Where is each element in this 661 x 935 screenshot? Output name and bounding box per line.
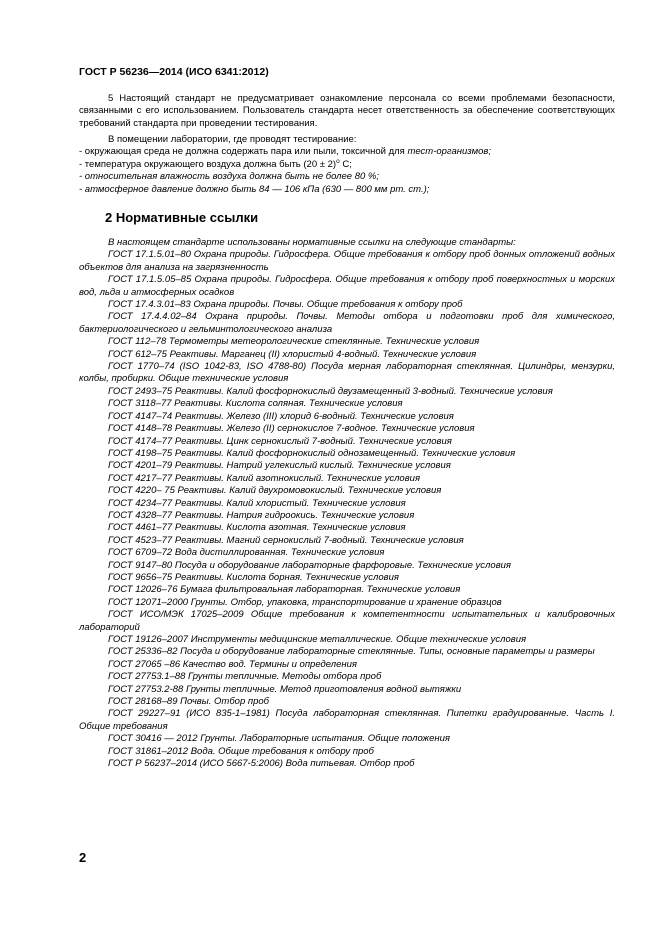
reference-item: ГОСТ 4217–77 Реактивы. Калий азотнокислый. Технические условия [108, 472, 421, 484]
lab-item-pressure: - атмосферное давление должно быть 84 — 106 кПа (630 — 800 мм рт. ст.); [79, 183, 430, 195]
reference-item: ГОСТ 12026–76 Бумага фильтровальная лабораторная. Технические условия [108, 584, 461, 596]
reference-item: ГОСТ 4523–77 Реактивы. Магний сернокислый 7-водный. Технические условия [108, 534, 464, 546]
lab-conditions [79, 134, 615, 196]
reference-item: ГОСТ 3118–77 Реактивы. Кислота соляная. Технические условия [108, 398, 403, 410]
document-header: ГОСТ Р 56236—2014 (ИСО 6341:2012) [79, 66, 269, 78]
lab-item-environment-italic: тест-организмов; [407, 146, 491, 158]
reference-item: ГОСТ 112–78 Термометры метеорологические стеклянные. Технические условия [108, 336, 480, 348]
lab-item-temperature-text: - температура окружающего воздуха должна быть (20 ± 2) [79, 158, 337, 170]
reference-item: ГОСТ 6709–72 Вода дистиллированная. Технические условия [108, 547, 385, 559]
lab-item-humidity: - относительная влажность воздуха должна быть не более 80 %; [79, 171, 380, 183]
reference-item: ГОСТ 4220– 75 Реактивы. Калий двухромовокислый. Технические условия [108, 485, 442, 497]
normative-references [79, 237, 615, 770]
reference-item: ГОСТ 17.4.4.02–84 Охрана природы. Почвы. Методы отбора и подготовки проб для химического, бактериологического и гельминтологического анализа [79, 311, 615, 335]
intro-paragraph: 5 Настоящий стандарт не предусматривает ознакомление персонала со всеми проблемами безопасности, связанными с его использованием. Пользователь стандарта несет ответственность за обеспечение соответствующих требований стандарта при проведении тестирования. [79, 93, 615, 129]
reference-item: ГОСТ 12071–2000 Грунты. Отбор, упаковка, транспортирование и хранение образцов [108, 596, 502, 608]
reference-item: ГОСТ 19126–2007 Инструменты медицинские металлические. Общие технические условия [108, 634, 527, 645]
reference-item: ГОСТ 25336–82 Посуда и оборудование лабораторные стеклянные. Типы, основные параметры и размеры [108, 646, 595, 658]
lab-item-environment [79, 146, 615, 158]
reference-item: ГОСТ 27753.1–88 Грунты тепличные. Методы отбора проб [108, 671, 382, 683]
reference-item: ГОСТ 9147–80 Посуда и оборудование лабораторные фарфоровые. Технические условия [108, 559, 512, 571]
reference-item: ГОСТ 4148–78 Реактивы. Железо (II) сернокислое 7-водное. Технические условия [108, 423, 475, 435]
intro-section [79, 93, 615, 130]
reference-item: ГОСТ 17.1.5.01–80 Охрана природы. Гидросфера. Общие требования к отбору проб донных отложений водных объектов для анализа на загрязненность [79, 249, 615, 273]
reference-item: ГОСТ 30416 — 2012 Грунты. Лабораторные испытания. Общие положения [108, 733, 450, 745]
page-number: 2 [79, 850, 87, 865]
reference-item: ГОСТ 28168–89 Почвы. Отбор проб [108, 696, 270, 708]
lab-item-temperature-unit: С; [339, 158, 352, 170]
reference-item: ГОСТ 612–75 Реактивы. Марганец (II) хлористый 4-водный. Технические условия [108, 348, 477, 360]
lab-item-environment-text: - окружающая среда не должна содержать пара или пыли, токсичной для [79, 146, 408, 158]
reference-item: ГОСТ 27065 –86 Качество вод. Термины и определения [108, 658, 357, 670]
section-heading: 2 Нормативные ссылки [105, 210, 259, 225]
reference-item: ГОСТ 4147–74 Реактивы. Железо (III) хлорид 6-водный. Технические условия [108, 410, 454, 422]
lab-lead: В помещении лаборатории, где проводят тестирование: [108, 134, 357, 145]
references-lead: В настоящем стандарте использованы нормативные ссылки на следующие стандарты: [108, 237, 516, 248]
reference-item: ГОСТ 29227–91 (ИСО 835-1–1981) Посуда лабораторная стеклянная. Пипетки градуированные. Часть I. Общие требования [79, 708, 615, 732]
reference-item: ГОСТ 2493–75 Реактивы. Калий фосфорнокислый двузамещенный 3-водный. Технические условия [108, 385, 553, 397]
reference-item: ГОСТ 27753.2-88 Грунты тепличные. Метод приготовления водной вытяжки [108, 683, 462, 695]
reference-item: ГОСТ 31861–2012 Вода. Общие требования к отбору проб [108, 745, 374, 757]
degree-sign: o [336, 157, 340, 165]
reference-item: ГОСТ 17.4.3.01–83 Охрана природы. Почвы. Общие требования к отбору проб [108, 299, 463, 311]
reference-item: ГОСТ 4234–77 Реактивы. Калий хлористый. Технические условия [108, 497, 406, 509]
lab-item-temperature [79, 159, 615, 171]
reference-item: ГОСТ 1770–74 (ISO 1042-83, ISO 4788-80) Посуда мерная лабораторная стеклянная. Цилиндры, мензурки, колбы, пробирки. Общие технические условия [79, 361, 615, 385]
reference-item: ГОСТ 4461–77 Реактивы. Кислота азотная. Технические условия [108, 522, 406, 534]
reference-item: ГОСТ 17.1.5.05–85 Охрана природы. Гидросфера. Общие требования к отбору проб поверхностных и морских вод, льда и атмосферных осадков [79, 274, 615, 298]
reference-item: ГОСТ 4328–77 Реактивы. Натрия гидроокись. Технические условия [108, 509, 415, 521]
reference-item: ГОСТ 4174–77 Реактивы. Цинк сернокислый 7-водный. Технические условия [108, 435, 452, 447]
reference-item: ГОСТ 4198–75 Реактивы. Калий фосфорнокислый однозамещенный. Технические условия [108, 447, 516, 459]
reference-item: ГОСТ Р 56237–2014 (ИСО 5667-5:2006) Вода питьевая. Отбор проб [108, 758, 415, 770]
reference-item: ГОСТ ИСО/МЭК 17025–2009 Общие требования к компетентности испытательных и калибровочных лабораторий [79, 609, 615, 633]
reference-item: ГОСТ 4201–79 Реактивы. Натрий углекислый кислый. Технические условия [108, 460, 451, 472]
reference-item: ГОСТ 9656–75 Реактивы. Кислота борная. Технические условия [108, 571, 399, 583]
